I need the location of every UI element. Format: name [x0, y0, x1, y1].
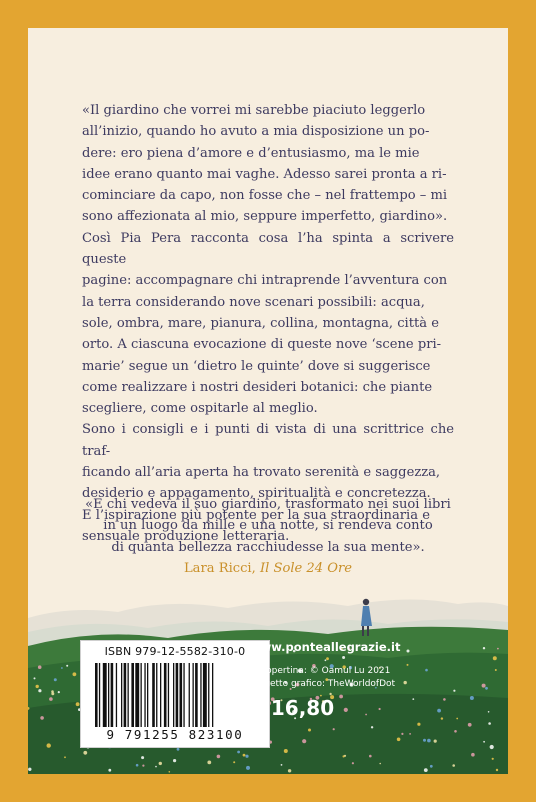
blurb-line: cominciare da capo, non fosse che – nel frattempo – mi [82, 188, 448, 204]
back-cover [28, 28, 508, 774]
quote-line: di quanta bellezza racchiudesse la sua mente». [111, 539, 425, 555]
blurb-text [82, 100, 454, 547]
blurb-line: pagine: accompagnare chi intraprende l’avventura con [82, 273, 448, 289]
quote-source: Il Sole 24 Ore [259, 560, 352, 576]
design-credit: Progetto grafico: TheWorldofDot [250, 679, 396, 689]
blurb-line: scegliere, come ospitarle al meglio. [82, 401, 318, 417]
blurb-line: all’inizio, quando ho avuto a mia disposizione un po- [82, 124, 430, 140]
blurb-line: dere: ero piena d’amore e d’entusiasmo, ma le mie [82, 145, 420, 161]
quote-attribution [78, 558, 458, 579]
publisher-website: www.ponteallegrazie.it [250, 640, 401, 654]
blurb-line: Così Pia Pera racconta cosa l’ha spinta a scrivere queste [82, 230, 454, 268]
quote-line: «E chi vedeva il suo giardino, trasformato nei suoi libri [85, 497, 451, 512]
isbn-label: ISBN 979-12-5582-310-0 [104, 645, 246, 658]
blurb-line: sono affezionata al mio, seppure imperfetto, giardino». [82, 209, 448, 225]
blurb-line: sole, ombra, mare, pianura, collina, montagna, città e [82, 315, 439, 331]
blurb-line: la terra considerando nove scenari possibili: acqua, [82, 294, 425, 310]
blurb-line: desiderio e appagamento, spiritualità e concretezza. [82, 486, 431, 502]
barcode-icon [91, 663, 259, 727]
barcode-digits: 9 791255 823100 [106, 727, 244, 742]
blurb-line: Sono i consigli e i punti di vista di una scrittrice che traf- [82, 422, 454, 459]
blurb-line: «Il giardino che vorrei mi sarebbe piaciuto leggerlo [82, 103, 426, 118]
blurb-line: sensuale produzione letteraria. [82, 528, 290, 544]
credits [250, 665, 395, 691]
barcode-panel [80, 640, 270, 748]
cover-credit: In copertina: © Oamul Lu 2021 [250, 666, 391, 676]
blurb-line: ficando all’aria aperta ha trovato serenità e saggezza, [82, 465, 441, 481]
price-label: € 16,80 [250, 696, 335, 720]
quote-line: in un luogo da mille e una notte, si rendeva conto [103, 518, 433, 534]
review-quote [78, 494, 458, 579]
blurb-line: marie’ segue un ‘dietro le quinte’ dove si suggerisce [82, 358, 431, 374]
blurb-line: E l’ispirazione più potente per la sua straordinaria e [82, 507, 430, 523]
quote-author: Lara Ricci, [183, 560, 260, 576]
blurb-line: come realizzare i nostri desideri botanici: che piante [82, 379, 433, 395]
blurb-line: idee erano quanto mai vaghe. Adesso sarei pronta a ri- [82, 166, 447, 182]
blurb-line: orto. A ciascuna evocazione di queste nove ‘scene pri- [82, 337, 442, 353]
